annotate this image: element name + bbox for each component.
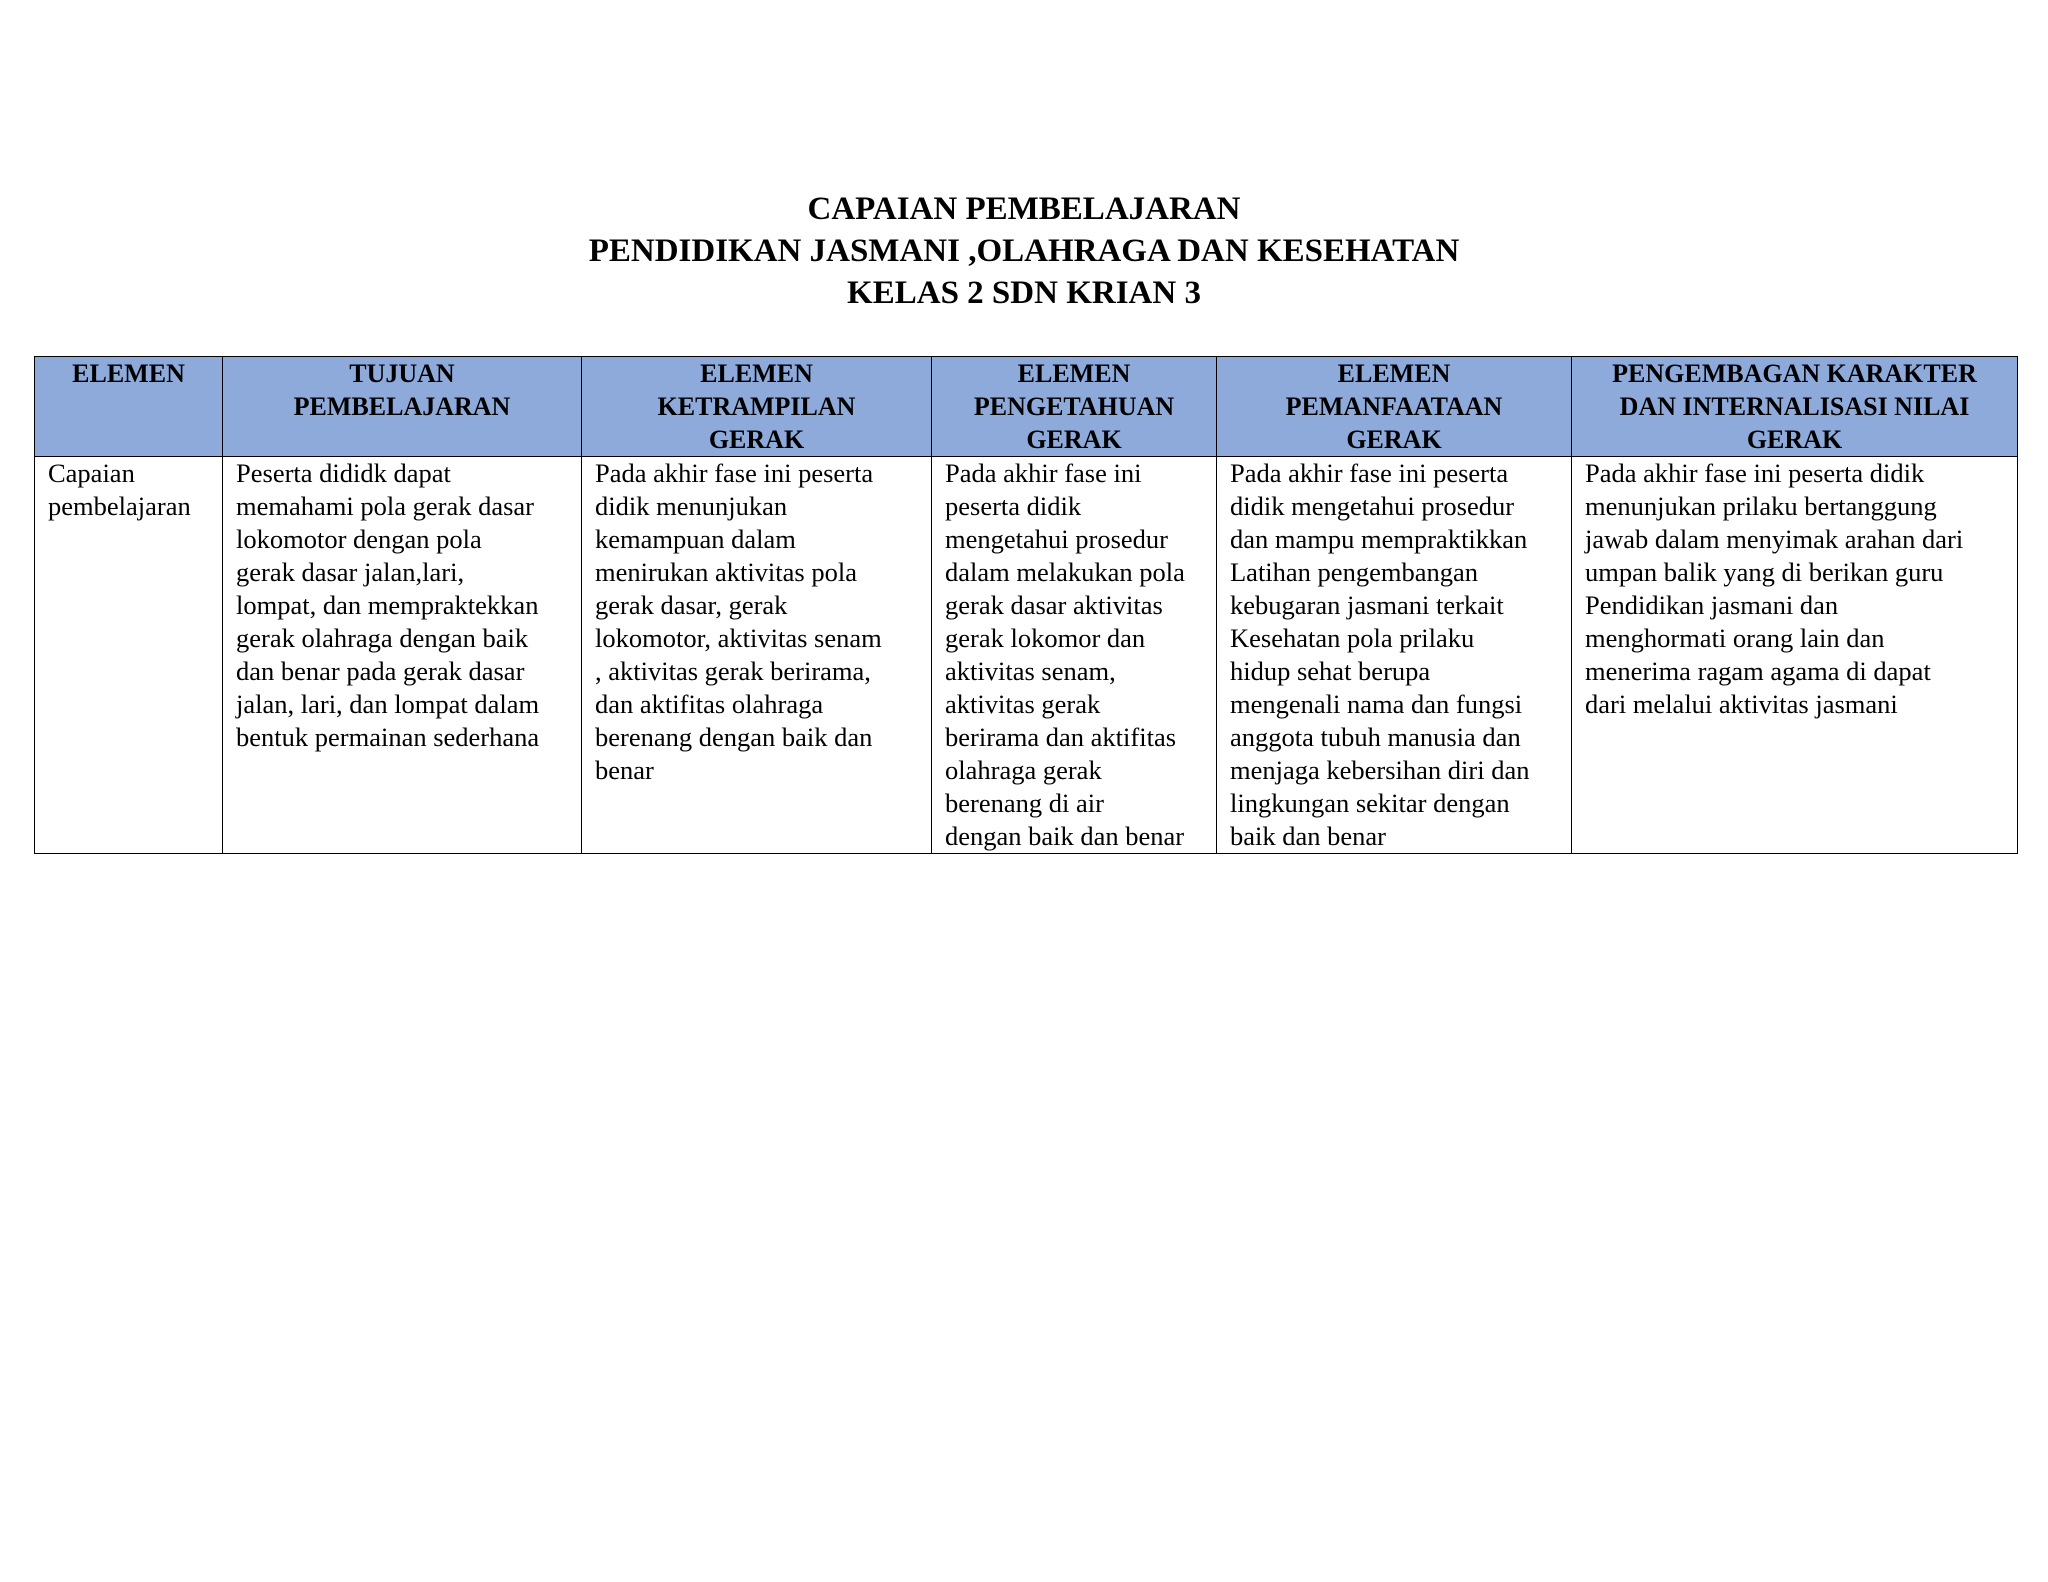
header-elemen-ketrampilan-gerak: ELEMEN KETRAMPILAN GERAK <box>582 357 932 457</box>
table-row <box>35 457 2018 854</box>
cell-pengembangan-karakter: Pada akhir fase ini peserta didik menunjukan prilaku bertanggung jawab dalam menyimak arahan dari umpan balik yang di berikan guru Pendidikan jasmani dan menghormati orang lain dan menerima ragam agama di dapat dari melalui aktivitas jasmani <box>1572 457 2018 854</box>
table-header-row <box>35 357 2018 457</box>
header-pengembangan-karakter: PENGEMBAGAN KARAKTER DAN INTERNALISASI NILAI GERAK <box>1572 357 2018 457</box>
header-elemen-pengetahuan-gerak: ELEMEN PENGETAHUAN GERAK <box>932 357 1217 457</box>
title-line-1: CAPAIAN PEMBELAJARAN <box>807 191 1241 227</box>
title-line-3: KELAS 2 SDN KRIAN 3 <box>847 275 1201 311</box>
cell-ketrampilan-gerak: Pada akhir fase ini peserta didik menunjukan kemampuan dalam menirukan aktivitas pola gerak dasar, gerak lokomotor, aktivitas senam , aktivitas gerak berirama, dan aktifitas olahraga berenang dengan baik dan benar <box>582 457 932 854</box>
header-elemen-pemanfaatan-gerak: ELEMEN PEMANFAATAAN GERAK <box>1217 357 1572 457</box>
cell-tujuan-pembelajaran: Peserta dididk dapat memahami pola gerak dasar lokomotor dengan pola gerak dasar jalan,lari, lompat, dan mempraktekkan gerak olahraga dengan baik dan benar pada gerak dasar jalan, lari, dan lompat dalam bentuk permainan sederhana <box>223 457 582 854</box>
cell-pengetahuan-gerak: Pada akhir fase ini peserta didik mengetahui prosedur dalam melakukan pola gerak dasar aktivitas gerak lokomor dan aktivitas senam, aktivitas gerak berirama dan aktifitas olahraga gerak berenang di air dengan baik dan benar <box>932 457 1217 854</box>
cell-elemen: Capaian pembelajaran <box>35 457 223 854</box>
capaian-table <box>34 356 2018 854</box>
title-line-2: PENDIDIKAN JASMANI ,OLAHRAGA DAN KESEHATAN <box>588 233 1460 269</box>
header-elemen: ELEMEN <box>35 357 223 457</box>
document-title <box>0 188 2048 314</box>
cell-pemanfaatan-gerak: Pada akhir fase ini peserta didik mengetahui prosedur dan mampu mempraktikkan Latihan pengembangan kebugaran jasmani terkait Kesehatan pola prilaku hidup sehat berupa mengenali nama dan fungsi anggota tubuh manusia dan menjaga kebersihan diri dan lingkungan sekitar dengan baik dan benar <box>1217 457 1572 854</box>
header-tujuan-pembelajaran: TUJUAN PEMBELAJARAN <box>223 357 582 457</box>
